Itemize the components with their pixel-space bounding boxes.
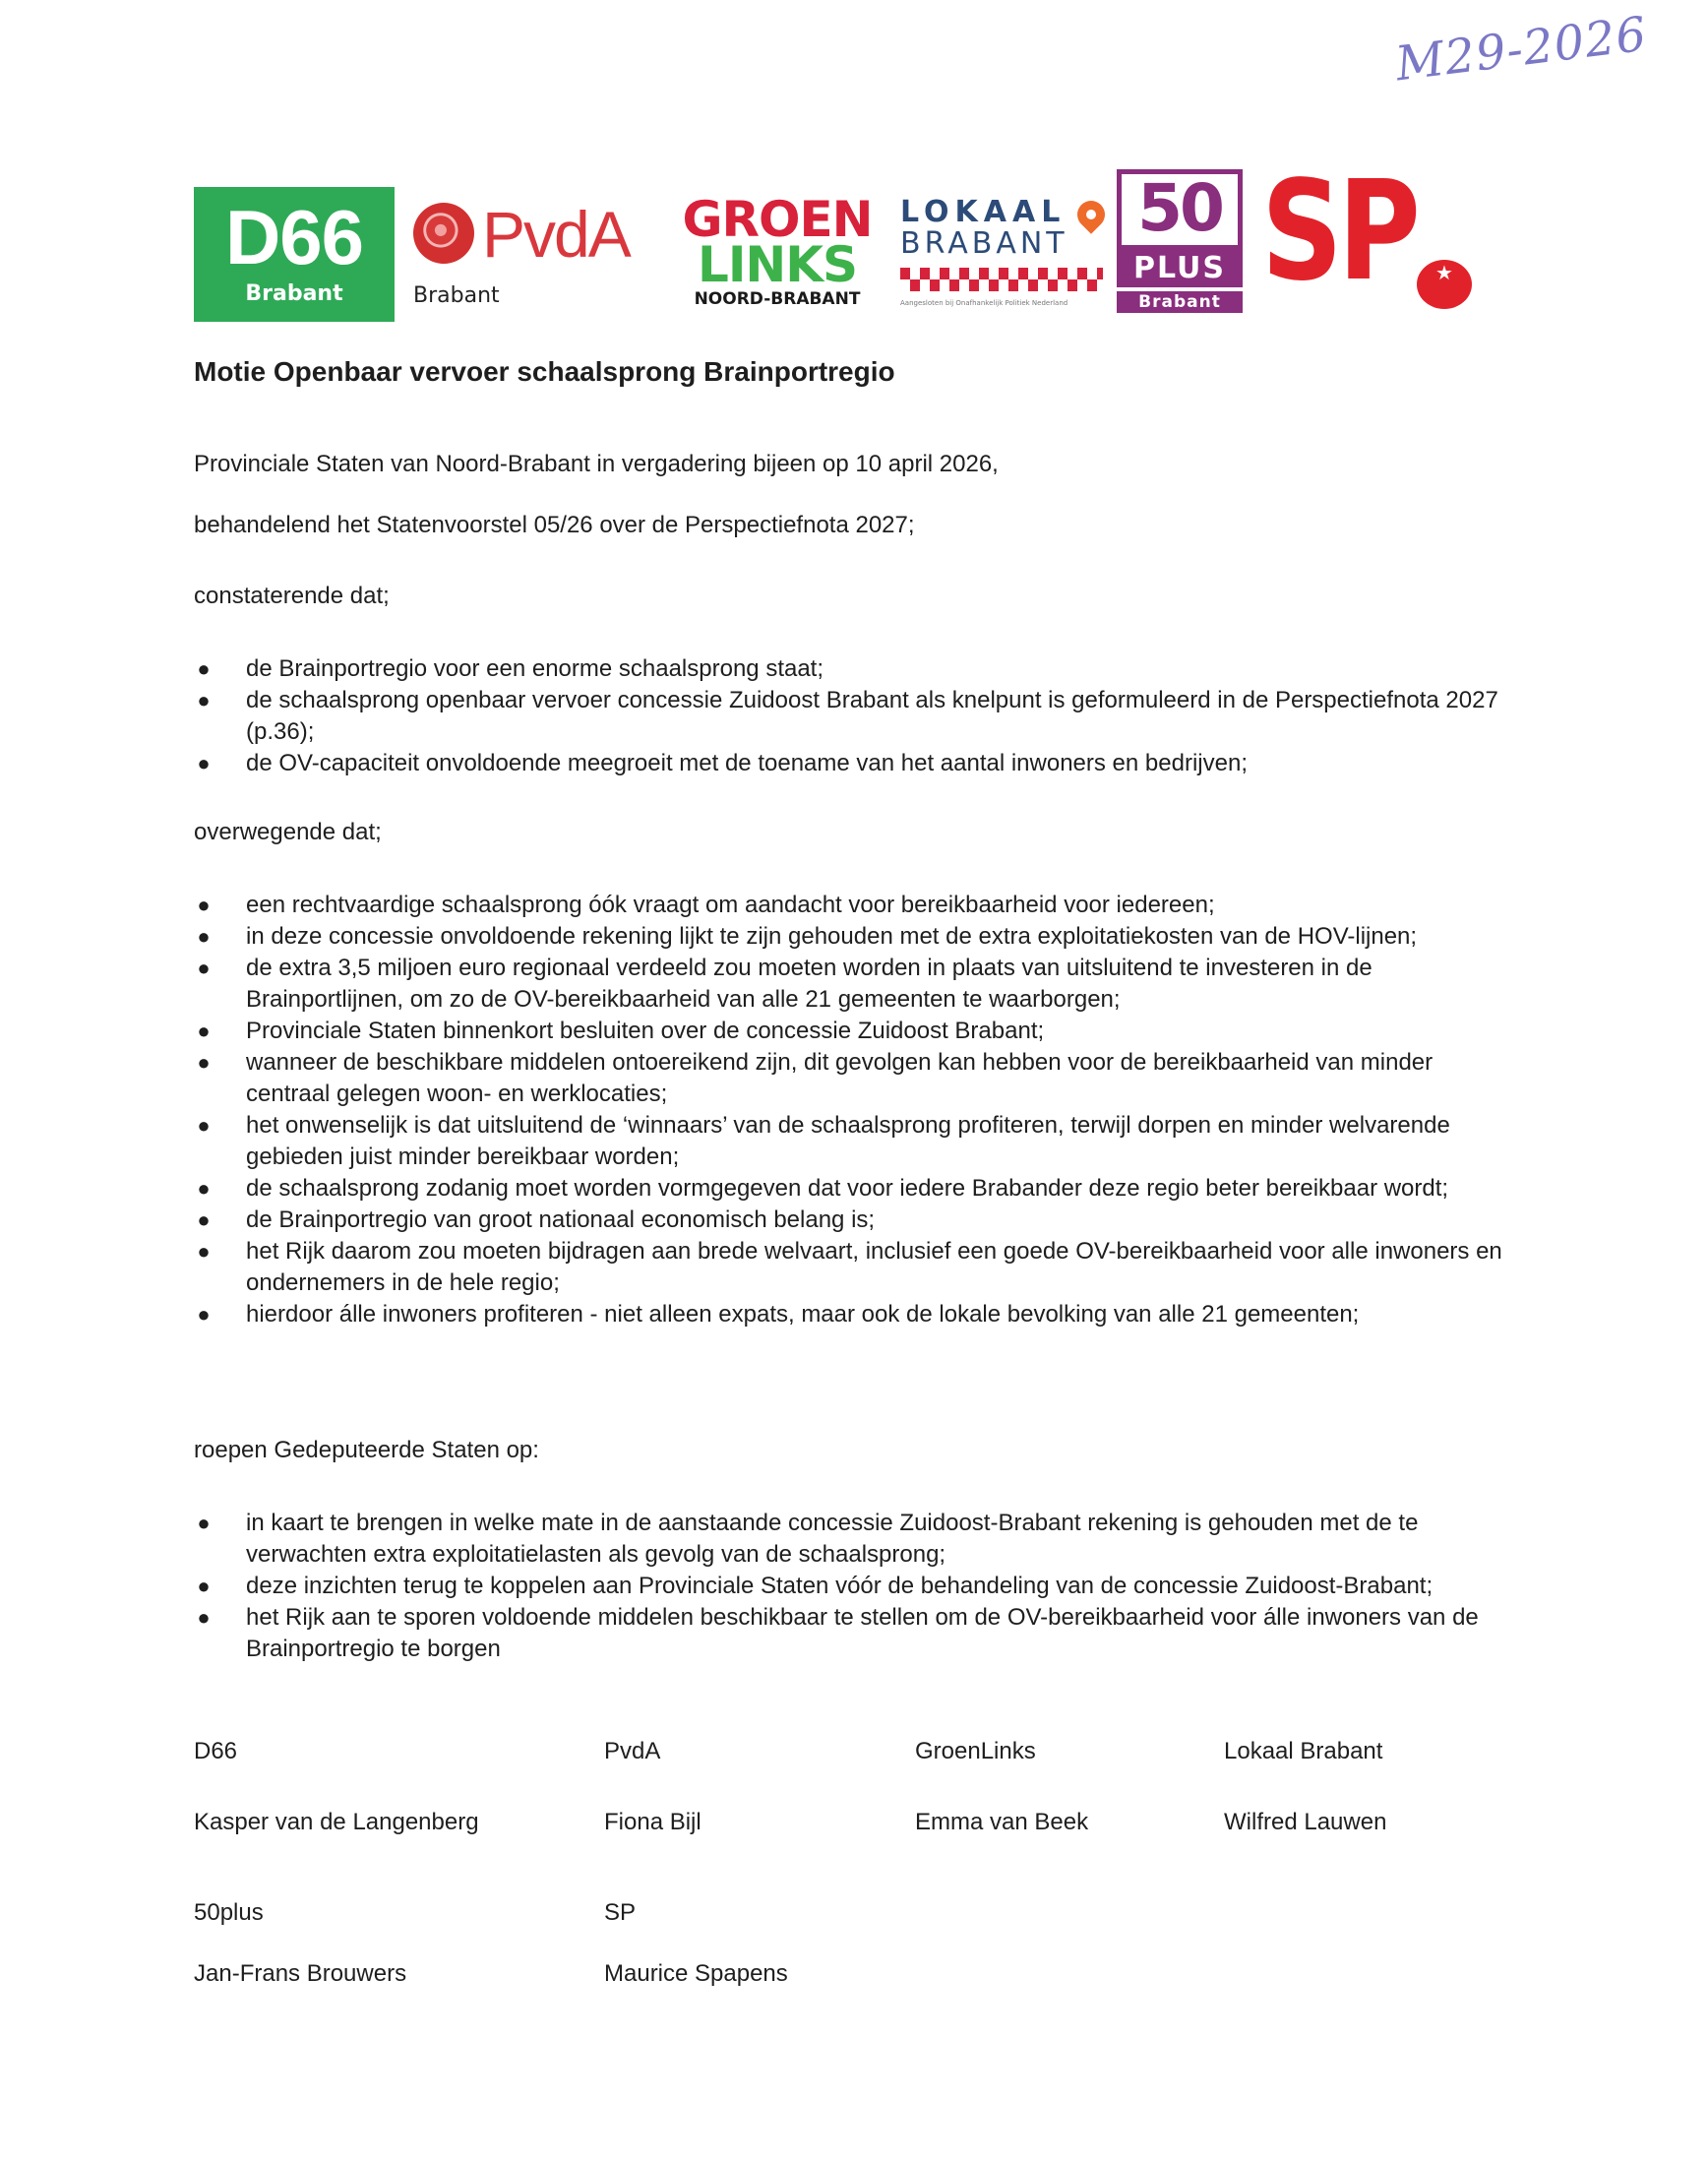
bullet-icon: ●: [197, 1239, 211, 1264]
checkered-pattern: [900, 268, 1103, 279]
list-item: [194, 953, 1512, 1016]
list-item: [194, 685, 1512, 748]
pvda-logo-sub: Brabant: [413, 283, 500, 308]
lokaal-brabant-logo: [900, 197, 1112, 320]
lokaal-logo-line2: BRABANT: [900, 226, 1068, 261]
groenlinks-logo-line1: GROEN: [682, 191, 873, 248]
section-heading-constaterende: constaterende dat;: [194, 583, 390, 609]
list-item-text: het onwenselijk is dat uitsluitend de ‘winnaars’ van de schaalsprong profiteren, terwijl dorpen en minder welvarende gebieden juist minder bereikbaar worden;: [246, 1112, 1450, 1170]
d66-logo-text: D66: [224, 194, 364, 280]
signatory-name: Kasper van de Langenberg: [194, 1809, 479, 1835]
bullet-icon: ●: [197, 1302, 211, 1327]
list-item-text: hierdoor álle inwoners profiteren - niet alleen expats, maar ook de lokale bevolking van alle 21 gemeenten;: [246, 1301, 1360, 1328]
signatory-party: Lokaal Brabant: [1224, 1738, 1383, 1764]
section-heading-roepen-op: roepen Gedeputeerde Staten op:: [194, 1437, 539, 1463]
50plus-logo-plus: PLUS: [1117, 250, 1243, 287]
list-item: [194, 1571, 1512, 1602]
list-item-text: het Rijk daarom zou moeten bijdragen aan brede welvaart, inclusief een goede OV-bereikbaarheid voor alle inwoners en ondernemers in de hele regio;: [246, 1238, 1502, 1296]
list-item-text: de Brainportregio voor een enorme schaalsprong staat;: [246, 655, 824, 682]
d66-logo-sub: Brabant: [245, 281, 343, 306]
list-item-text: de extra 3,5 miljoen euro regionaal verdeeld zou moeten worden in plaats van uitsluitend te investeren in de Brainportlijnen, om zo de OV-bereikbaarheid van alle 21 gemeenten te waarborgen;: [246, 955, 1372, 1013]
d66-logo: [194, 187, 395, 322]
signatory-name: Wilfred Lauwen: [1224, 1809, 1387, 1835]
groenlinks-logo-sub: NOORD-BRABANT: [694, 289, 861, 309]
groenlinks-logo-line2: LINKS: [697, 236, 858, 293]
list-item-text: in deze concessie onvoldoende rekening lijkt te zijn gehouden met de extra exploitatiekosten van de HOV-lijnen;: [246, 923, 1418, 950]
bullet-icon: ●: [197, 893, 211, 917]
list-item: [194, 653, 1512, 685]
tomato-icon: [1417, 260, 1472, 309]
signatory-party: GroenLinks: [915, 1738, 1036, 1764]
list-item-text: de Brainportregio van groot nationaal economisch belang is;: [246, 1206, 876, 1233]
list-item-text: de schaalsprong openbaar vervoer concessie Zuidoost Brabant als knelpunt is geformuleerd in de Perspectiefnota 2027 (p.36);: [246, 687, 1498, 745]
list-item-text: Provinciale Staten binnenkort besluiten over de concessie Zuidoost Brabant;: [246, 1018, 1045, 1044]
bullet-icon: ●: [197, 751, 211, 775]
bullet-icon: ●: [197, 1207, 211, 1232]
list-item: [194, 1602, 1512, 1665]
bullet-icon: ●: [197, 1019, 211, 1043]
signatory-party: D66: [194, 1738, 238, 1764]
intro-line-meeting: Provinciale Staten van Noord-Brabant in vergadering bijeen op 10 april 2026,: [194, 451, 999, 477]
signatory-name: Maurice Spapens: [604, 1960, 788, 1987]
list-item-text: de schaalsprong zodanig moet worden vormgegeven dat voor iedere Brabander deze regio beter bereikbaar wordt;: [246, 1175, 1449, 1202]
bullet-icon: ●: [197, 656, 211, 681]
sp-logo-text: SP: [1261, 152, 1416, 312]
constaterende-list: [194, 653, 1512, 779]
star-icon: ★: [1435, 263, 1453, 284]
list-item: [194, 1508, 1512, 1571]
bullet-icon: ●: [197, 956, 211, 980]
list-item: [194, 1016, 1512, 1047]
list-item: [194, 890, 1512, 921]
intro-line-proposal: behandelend het Statenvoorstel 05/26 over de Perspectiefnota 2027;: [194, 512, 915, 538]
bullet-icon: ●: [197, 1511, 211, 1535]
list-item: [194, 1299, 1512, 1330]
list-item-text: het Rijk aan te sporen voldoende middelen beschikbaar te stellen om de OV-bereikbaarheid voor álle inwoners van de Brainportregio te borgen: [246, 1604, 1479, 1662]
list-item-text: de OV-capaciteit onvoldoende meegroeit met de toename van het aantal inwoners en bedrijven;: [246, 750, 1248, 776]
signatory-name: Jan-Frans Brouwers: [194, 1960, 407, 1987]
lokaal-logo-line1: LOKAAL: [900, 195, 1067, 229]
signatory-party: 50plus: [194, 1899, 264, 1926]
handwritten-motion-number: M29-2026: [1392, 6, 1651, 93]
list-item: [194, 1047, 1512, 1110]
rose-icon: [413, 203, 474, 264]
lokaal-logo-sub: Aangesloten bij Onafhankelijk Politiek Nederland: [900, 299, 1068, 307]
bullet-icon: ●: [197, 1050, 211, 1075]
motion-title: Motie Openbaar vervoer schaalsprong Brainportregio: [194, 356, 895, 387]
roepen-op-list: [194, 1508, 1512, 1665]
50plus-logo-sub: Brabant: [1117, 291, 1243, 313]
sp-logo: [1261, 152, 1488, 319]
list-item-text: in kaart te brengen in welke mate in de aanstaande concessie Zuidoost-Brabant rekening is gehouden met de te verwachten extra exploitatielasten als gevolg van de schaalsprong;: [246, 1510, 1419, 1568]
signatory-party: SP: [604, 1899, 637, 1926]
signatory-name: Emma van Beek: [915, 1809, 1089, 1835]
list-item: [194, 1236, 1512, 1299]
list-item-text: deze inzichten terug te koppelen aan Provinciale Staten vóór de behandeling van de concessie Zuidoost-Brabant;: [246, 1573, 1434, 1599]
bullet-icon: ●: [197, 688, 211, 712]
pvda-logo-text: PvdA: [482, 198, 630, 271]
bullet-icon: ●: [197, 1605, 211, 1630]
list-item: [194, 748, 1512, 779]
signatory-party: PvdA: [604, 1738, 661, 1764]
list-item: [194, 1110, 1512, 1173]
bullet-icon: ●: [197, 1574, 211, 1598]
list-item-text: een rechtvaardige schaalsprong óók vraagt om aandacht voor bereikbaarheid voor iedereen;: [246, 892, 1215, 918]
list-item-text: wanneer de beschikbare middelen ontoereikend zijn, dit gevolgen kan hebben voor de bereikbaarheid van minder centraal gelegen woon- en werklocaties;: [246, 1049, 1434, 1107]
signatory-name: Fiona Bijl: [604, 1809, 702, 1835]
50plus-logo-number: 50: [1117, 169, 1243, 250]
list-item: [194, 1173, 1512, 1205]
bullet-icon: ●: [197, 924, 211, 949]
bullet-icon: ●: [197, 1113, 211, 1138]
list-item: [194, 921, 1512, 953]
groenlinks-logo: [669, 191, 885, 320]
section-heading-overwegende: overwegende dat;: [194, 819, 382, 845]
pvda-logo: [413, 197, 640, 315]
list-item: [194, 1205, 1512, 1236]
overwegende-list: [194, 890, 1512, 1330]
bullet-icon: ●: [197, 1176, 211, 1201]
checkered-pattern-row2: [910, 279, 1103, 291]
50plus-logo: [1115, 169, 1243, 315]
